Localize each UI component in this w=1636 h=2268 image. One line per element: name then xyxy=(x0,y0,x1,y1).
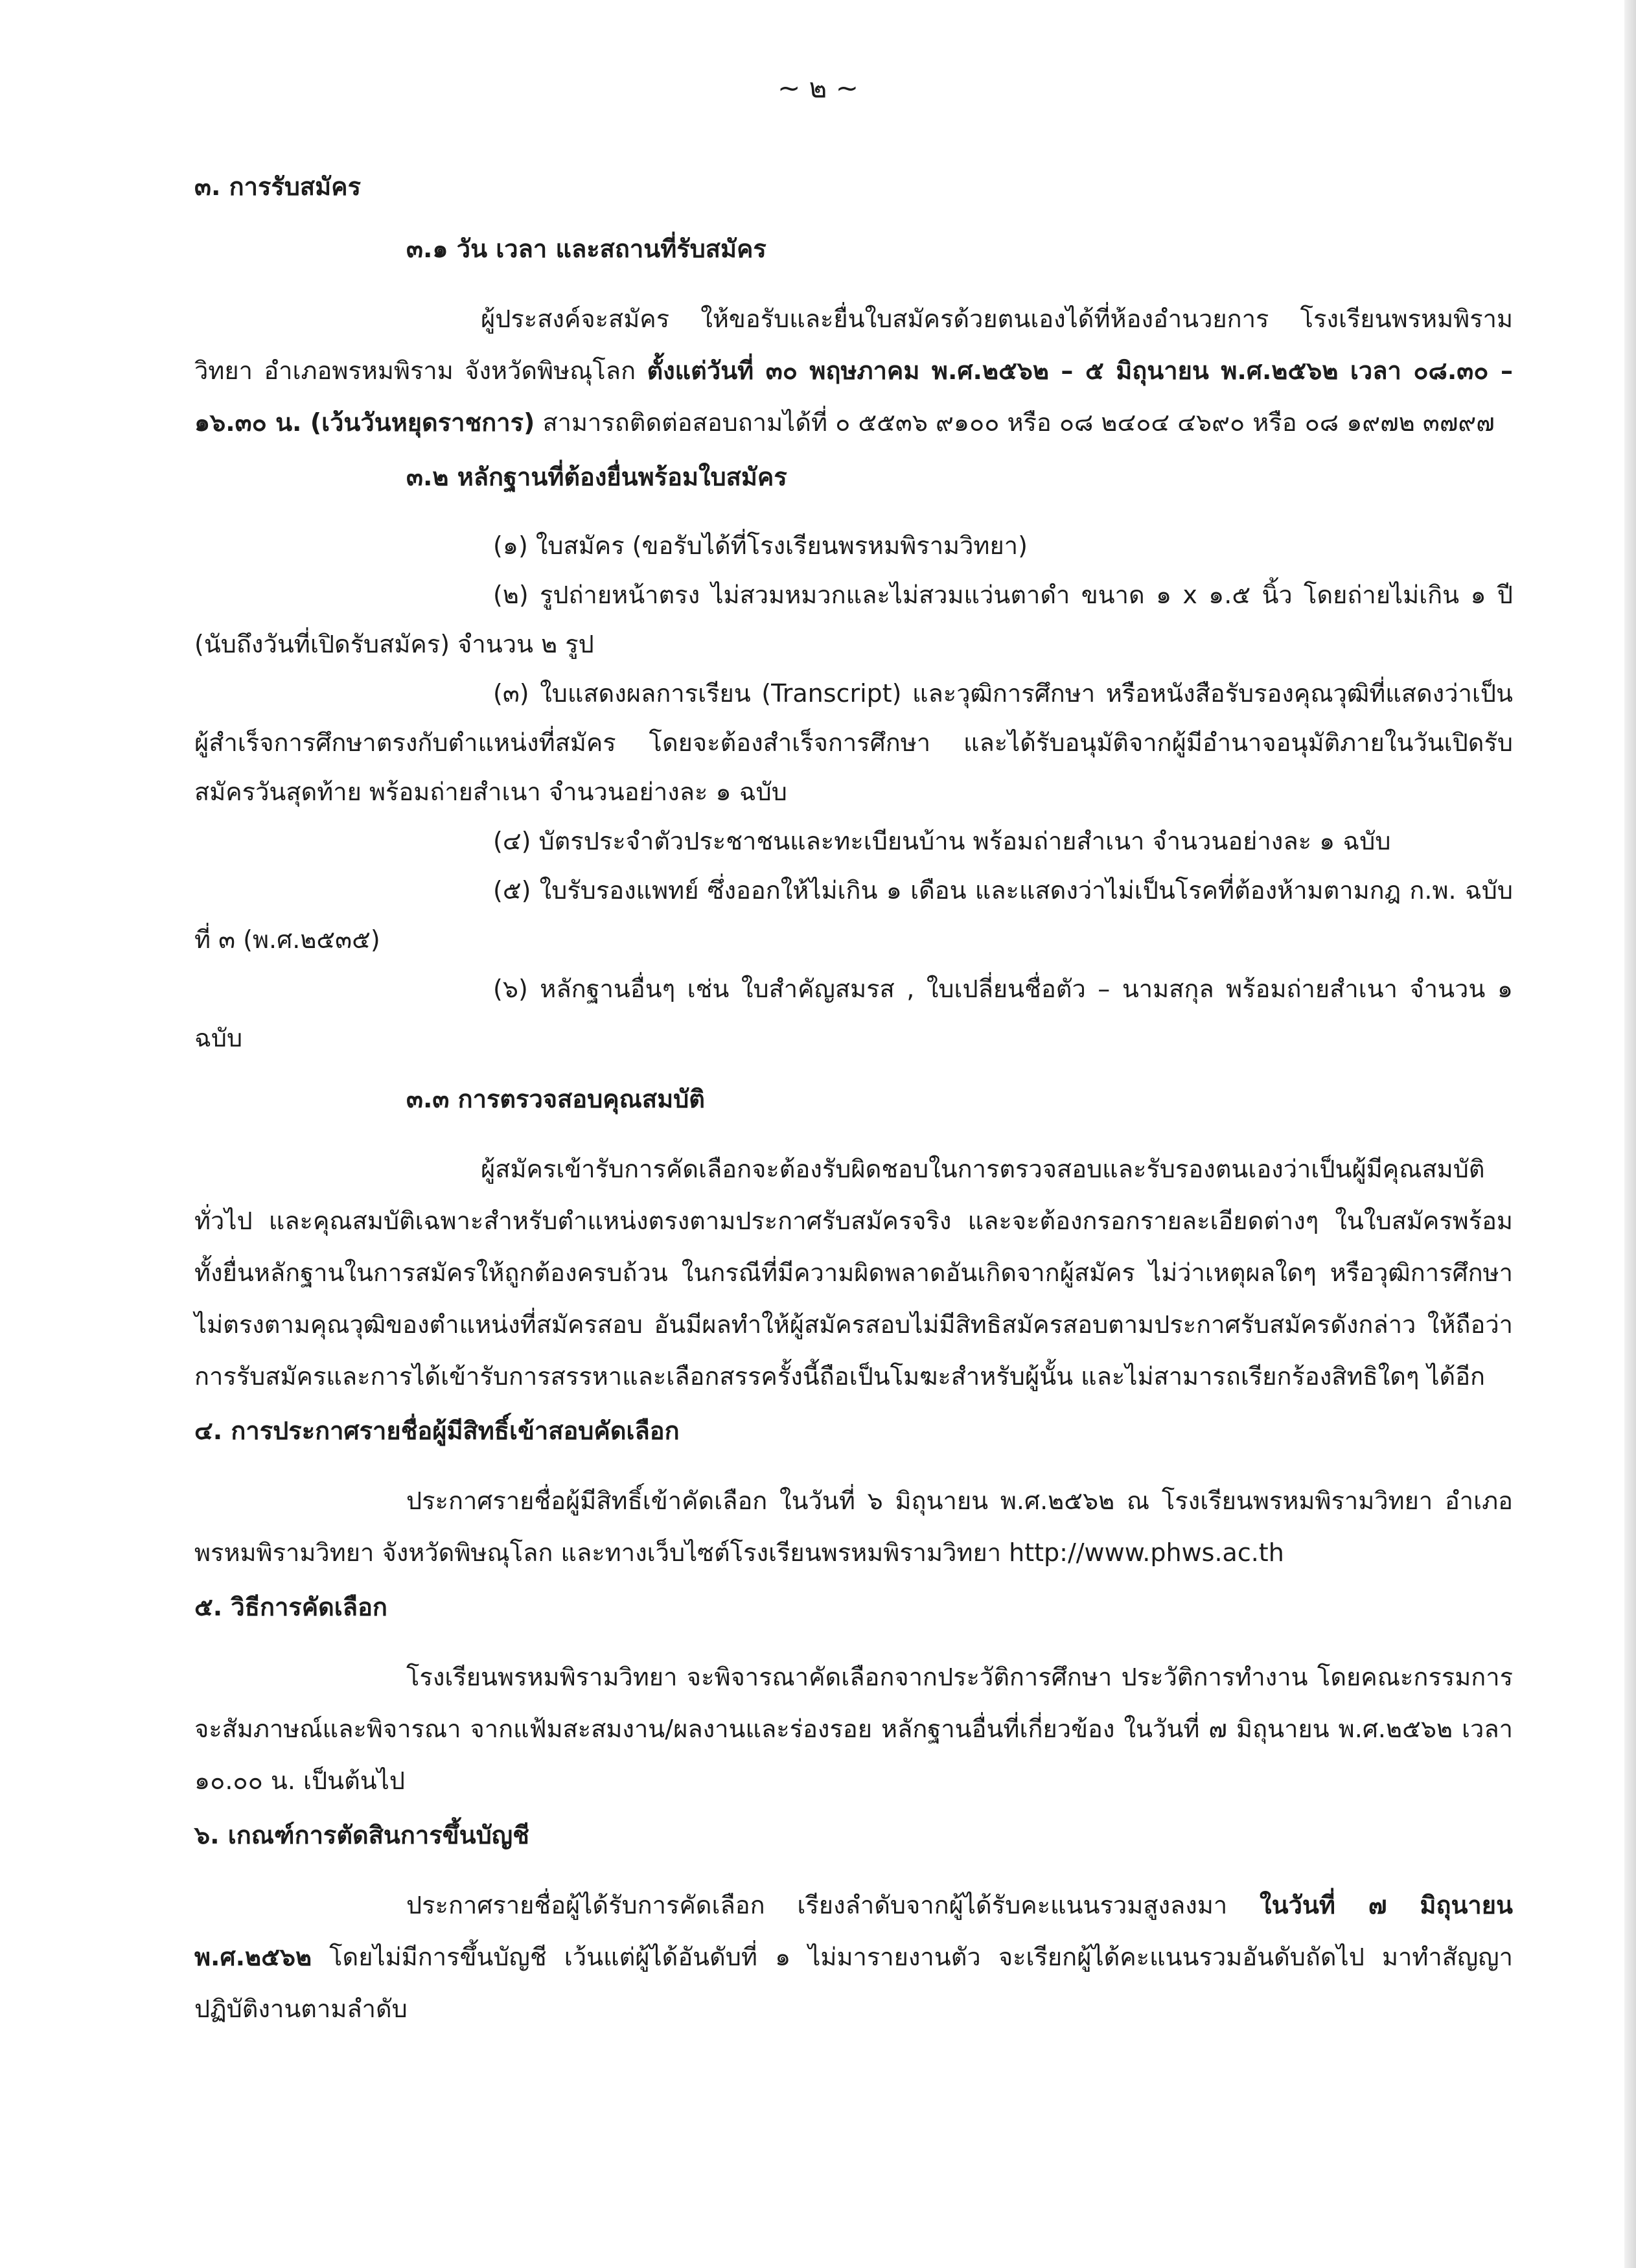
document-item-1: (๑) ใบสมัคร (ขอรับได้ที่โรงเรียนพรหมพิรามวิทยา) xyxy=(493,531,1028,560)
section-3-1-heading: ๓.๑ วัน เวลา และสถานที่รับสมัคร xyxy=(406,235,766,263)
scanned-page-edge xyxy=(1624,0,1636,2268)
section-3-heading: ๓. การรับสมัคร xyxy=(194,172,362,201)
section-4-paragraph: ประกาศรายชื่อผู้มีสิทธิ์เข้าคัดเลือก ในวันที่ ๖ มิถุนายน พ.ศ.๒๕๖๒ ณ โรงเรียนพรหมพิรามวิทยา อำเภอพรหมพิรามวิทยา จังหวัดพิษณุโลก และทางเว็บไซต์โรงเรียนพรหมพิรามวิทยา http://www.phws.ac.th xyxy=(194,1487,1513,1567)
section-4-heading: ๔. การประกาศรายชื่อผู้มีสิทธิ์เข้าสอบคัดเลือก xyxy=(194,1417,680,1445)
page-number: ~ ๒ ~ xyxy=(778,72,858,104)
section-3-1-text-a: ผู้ประสงค์จะสมัคร ให้ขอรับและยื่นใบสมัครด้วยตนเองได้ที่ห้องอำนวยการ โรงเรียนพรหมพิรามวิทยา อำเภอพรหมพิราม จังหวัดพิษณุโลก xyxy=(194,305,1513,385)
section-3-1-text-c: สามารถติดต่อสอบถามได้ที่ ๐ ๕๕๓๖ ๙๑๐๐ หรือ ๐๘ ๒๔๐๔ ๔๖๙๐ หรือ ๐๘ ๑๙๗๒ ๓๗๙๗ xyxy=(535,408,1495,437)
section-6-text-c: โดยไม่มีการขึ้นบัญชี เว้นแต่ผู้ได้อันดับที่ ๑ ไม่มารายงานตัว จะเรียกผู้ได้คะแนนรวมอันดับถัดไป มาทำสัญญาปฏิบัติงานตามลำดับ xyxy=(194,1943,1513,2023)
section-3-1-date-range: ตั้งแต่วันที่ ๓๐ พฤษภาคม พ.ศ.๒๕๖๒ – ๕ มิถุนายน พ.ศ.๒๕๖๒ เวลา ๐๘.๓๐ – ๑๖.๓๐ น. (เว้นวันหยุดราชการ) xyxy=(194,356,1513,437)
section-6-date: ในวันที่ ๗ มิถุนายน พ.ศ.๒๕๖๒ xyxy=(194,1891,1514,1971)
section-3-3-paragraph: ผู้สมัครเข้ารับการคัดเลือกจะต้องรับผิดชอบในการตรวจสอบและรับรองตนเองว่าเป็นผู้มีคุณสมบัติทั่วไป และคุณสมบัติเฉพาะสำหรับตำแหน่งตรงตามประกาศรับสมัครจริง และจะต้องกรอกรายละเอียดต่างๆ ในใบสมัครพร้อมทั้งยื่นหลักฐานในการสมัครให้ถูกต้องครบถ้วน ในกรณีที่มีความผิดพลาดอันเกิดจากผู้สมัคร ไม่ว่าเหตุผลใดๆ หรือวุฒิการศึกษาไม่ตรงตามคุณวุฒิของตำแหน่งที่สมัครสอบ อันมีผลทำให้ผู้สมัครสอบไม่มีสิทธิสมัครสอบตามประกาศรับสมัครดังกล่าว ให้ถือว่าการรับสมัครและการได้เข้ารับการสรรหาและเลือกสรรครั้งนี้ถือเป็นโมฆะสำหรับผู้นั้น และไม่สามารถเรียกร้องสิทธิใดๆ ได้อีก xyxy=(194,1155,1513,1391)
document-item-4: (๔) บัตรประจำตัวประชาชนและทะเบียนบ้าน พร้อมถ่ายสำเนา จำนวนอย่างละ ๑ ฉบับ xyxy=(493,827,1391,855)
section-6-paragraph xyxy=(194,1879,1513,2035)
section-3-3-heading: ๓.๓ การตรวจสอบคุณสมบัติ xyxy=(406,1085,705,1113)
document-item-2: (๒) รูปถ่ายหน้าตรง ไม่สวมหมวกและไม่สวมแว่นตาดำ ขนาด ๑ x ๑.๕ นิ้ว โดยถ่ายไม่เกิน ๑ ปี (นับถึงวันที่เปิดรับสมัคร) จำนวน ๒ รูป xyxy=(194,581,1514,658)
section-6-text-a: ประกาศรายชื่อผู้ได้รับการคัดเลือก เรียงลำดับจากผู้ได้รับคะแนนรวมสูงลงมา xyxy=(406,1891,1260,1919)
section-6-heading: ๖. เกณฑ์การตัดสินการขึ้นบัญชี xyxy=(194,1821,529,1849)
section-5-paragraph: โรงเรียนพรหมพิรามวิทยา จะพิจารณาคัดเลือกจากประวัติการศึกษา ประวัติการทำงาน โดยคณะกรรมการจะสัมภาษณ์และพิจารณา จากแฟ้มสะสมงาน/ผลงานและร่องรอย หลักฐานอื่นที่เกี่ยวข้อง ในวันที่ ๗ มิถุนายน พ.ศ.๒๕๖๒ เวลา ๑๐.๐๐ น. เป็นต้นไป xyxy=(194,1663,1513,1795)
section-3-2-heading: ๓.๒ หลักฐานที่ต้องยื่นพร้อมใบสมัคร xyxy=(406,463,787,491)
document-item-5: (๕) ใบรับรองแพทย์ ซึ่งออกให้ไม่เกิน ๑ เดือน และแสดงว่าไม่เป็นโรคที่ต้องห้ามตามกฎ ก.พ. ฉบับที่ ๓ (พ.ศ.๒๕๓๕) xyxy=(194,876,1513,954)
document-item-3: (๓) ใบแสดงผลการเรียน (Transcript) และวุฒิการศึกษา หรือหนังสือรับรองคุณวุฒิที่แสดงว่าเป็นผู้สำเร็จการศึกษาตรงกับตำแหน่งที่สมัคร โดยจะต้องสำเร็จการศึกษา และได้รับอนุมัติจากผู้มีอำนาจอนุมัติภายในวันเปิดรับสมัครวันสุดท้าย พร้อมถ่ายสำเนา จำนวนอย่างละ ๑ ฉบับ xyxy=(194,679,1513,806)
document-body xyxy=(194,168,1513,2045)
document-item-6: (๖) หลักฐานอื่นๆ เช่น ใบสำคัญสมรส , ใบเปลี่ยนชื่อตัว – นามสกุล พร้อมถ่ายสำเนา จำนวน ๑ ฉบับ xyxy=(194,975,1513,1052)
section-5-heading: ๕. วิธีการคัดเลือก xyxy=(194,1593,387,1621)
section-3-1-paragraph xyxy=(194,293,1513,448)
